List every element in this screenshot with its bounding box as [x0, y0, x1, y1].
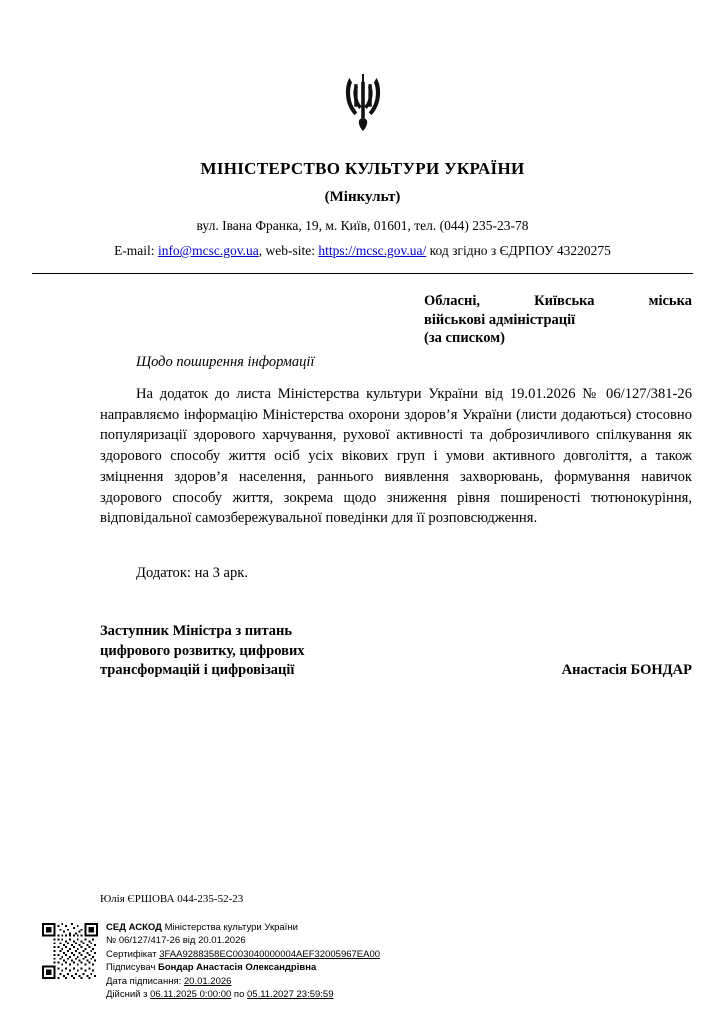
emblem-container: [0, 0, 725, 139]
website-label: , web-site:: [258, 243, 319, 258]
stamp-signer-value: Бондар Анастасія Олександрівна: [158, 962, 317, 974]
stamp-system-owner: Міністерства культури України: [164, 922, 298, 933]
header-divider: [32, 273, 693, 274]
stamp-validity-line: [106, 988, 380, 1001]
addressee-line-2: військові адміністрації: [424, 311, 576, 328]
stamp-number-line: № 06/127/417-26 від 20.01.2026: [106, 935, 246, 947]
attachment-note: Додаток: на 3 арк.: [136, 565, 249, 581]
stamp-signer-label: Підписувач: [106, 962, 159, 974]
stamp-system-line: [106, 921, 380, 934]
ministry-title: МІНІСТЕРСТВО КУЛЬТУРИ УКРАЇНИ: [200, 159, 525, 178]
signer-name: Анастасія БОНДАР: [561, 662, 692, 679]
stamp-system: СЕД АСКОД: [106, 922, 162, 933]
addressee-line-3: (за списком): [424, 330, 505, 347]
stamp-date-value: 20.01.2026: [183, 975, 232, 987]
signer-position-line-2: цифрового розвитку, цифрових: [100, 642, 305, 659]
document-executor: Юлія ЄРШОВА 044-235-52-23: [100, 893, 244, 905]
addressee-line-1: Обласні, Київська міська: [424, 293, 692, 309]
addressee-block: [424, 292, 692, 348]
stamp-valid-mid: по: [231, 989, 248, 1001]
stamp-text-block: [106, 921, 380, 1002]
stamp-date-label: Дата підписання:: [106, 975, 184, 987]
stamp-valid-from: 06.11.2025 0:00:00: [150, 989, 232, 1001]
ministry-subtitle: (Мінкульт): [324, 189, 401, 205]
stamp-date-line: [106, 975, 380, 988]
edrpou-code: код згідно з ЄДРПОУ 43220275: [426, 243, 611, 258]
ministry-address: вул. Івана Франка, 19, м. Київ, 01601, тел. (044) 235-23-78: [196, 218, 529, 233]
website-link[interactable]: https://mcsc.gov.ua/: [318, 243, 427, 258]
signer-position-line-1: Заступник Міністра з питань: [100, 623, 293, 639]
signature-block: [100, 622, 692, 681]
signer-position-line-3: трансформацій і цифровізації: [100, 662, 295, 679]
stamp-certificate-value: 3FAA9288358EC003040000004AEF32005967EA00: [159, 948, 381, 960]
document-subject: Щодо поширення інформації: [136, 354, 315, 370]
digital-signature-stamp: [42, 921, 702, 1002]
stamp-valid-to: 05.11.2027 23:59:59: [247, 989, 334, 1001]
stamp-valid-label: Дійсний з: [106, 989, 151, 1001]
stamp-certificate-label: Сертифікат: [106, 948, 160, 960]
ministry-contacts: [0, 243, 725, 259]
qr-code-icon: [42, 923, 98, 979]
ukraine-trident-emblem-icon: [341, 72, 385, 134]
signer-position: [100, 622, 430, 681]
email-link[interactable]: info@mcsc.gov.ua: [157, 243, 259, 258]
document-body: На додаток до листа Міністерства культури України від 19.01.2026 № 06/127/381-26 направляємо інформацію Міністерства охорони здоров’я України (листи додаються) стосовно популяризації здорового харчування, рухової активності та доброзичливого спілкування як здорового способу життя осіб усіх вікових груп і умови активного довголіття, а також зміцнення здоров’я населення, раннього виявлення захворювань, формування навичок здорового способу життя, зокрема щодо зниження рівня поширеності тютюнокуріння, відповідальної самозбережувальної поведінки для її розповсюдження.: [100, 386, 692, 527]
email-label: E-mail:: [114, 243, 158, 258]
stamp-certificate-line: [106, 948, 380, 961]
stamp-signer-line: [106, 961, 380, 974]
